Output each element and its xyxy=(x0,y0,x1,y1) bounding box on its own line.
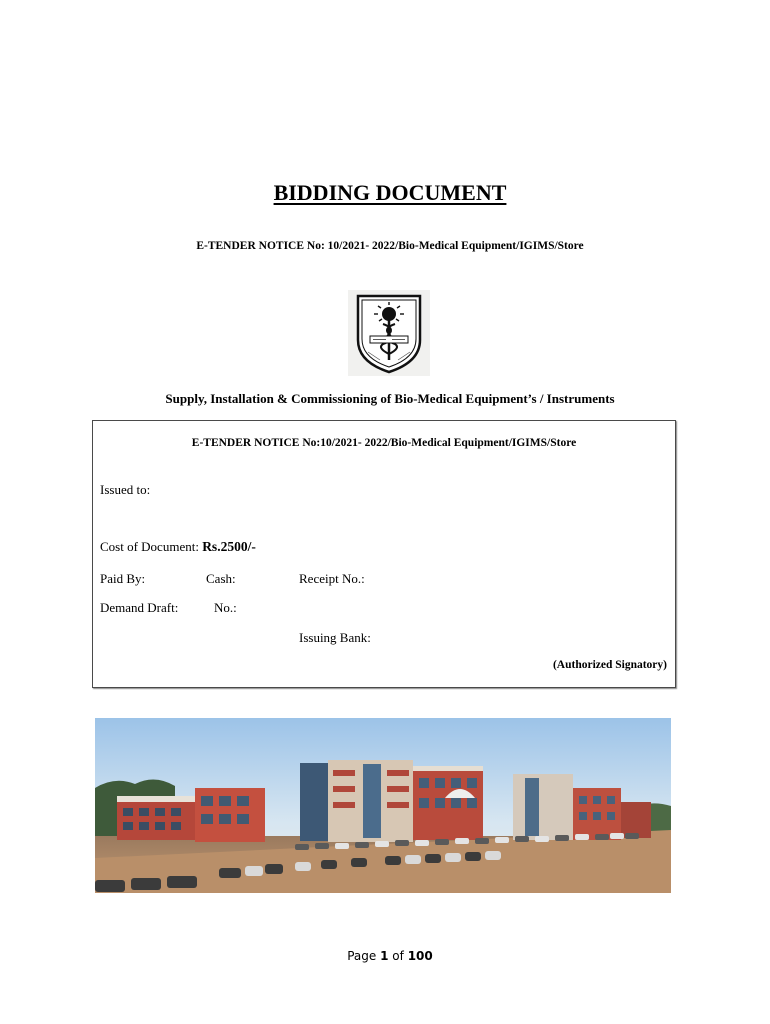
of-word: of xyxy=(392,949,404,963)
cost-label: Cost of Document: xyxy=(100,539,199,554)
box-tender-notice-number: E-TENDER NOTICE No:10/2021- 2022/Bio-Medical Equipment/IGIMS/Store xyxy=(191,437,577,449)
issuing-bank-label: Issuing Bank: xyxy=(299,630,371,645)
document-title: BIDDING DOCUMENT xyxy=(273,180,507,205)
page-word: Page xyxy=(347,949,377,963)
authorized-signatory: (Authorized Signatory) xyxy=(552,659,667,671)
issued-to-label: Issued to: xyxy=(100,482,151,497)
page-footer xyxy=(0,949,770,963)
cost-value: Rs.2500/- xyxy=(202,539,256,554)
institute-emblem-icon xyxy=(348,290,430,376)
document-subtitle: Supply, Installation & Commissioning of Bio-Medical Equipment’s / Instruments xyxy=(165,391,615,406)
cash-label: Cash: xyxy=(206,571,236,586)
receipt-number-label: Receipt No.: xyxy=(299,571,365,586)
hospital-campus-photo xyxy=(95,718,671,893)
draft-number-label: No.: xyxy=(214,600,237,615)
cost-of-document xyxy=(100,539,256,555)
demand-draft-label: Demand Draft: xyxy=(100,600,179,615)
issue-details-box xyxy=(92,420,676,688)
paid-by-label: Paid By: xyxy=(100,571,146,586)
page-total: 100 xyxy=(407,949,433,963)
tender-notice-number: E-TENDER NOTICE No: 10/2021- 2022/Bio-Medical Equipment/IGIMS/Store xyxy=(196,240,584,252)
page-number: 1 xyxy=(380,949,389,963)
